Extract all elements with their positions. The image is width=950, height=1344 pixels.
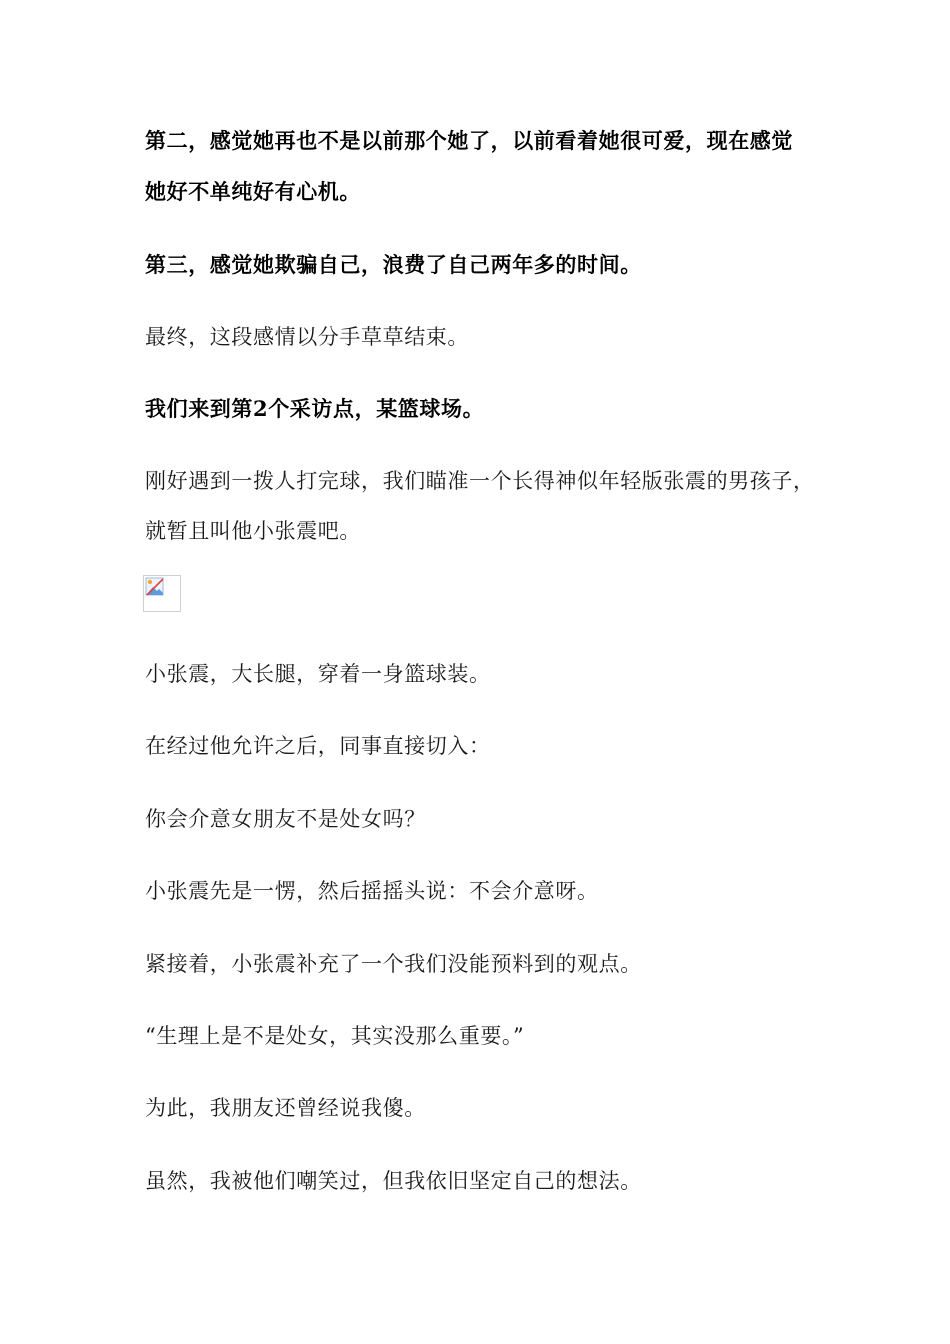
- broken-image-glyph: [145, 577, 165, 597]
- paragraph-friend-comment: 为此，我朋友还曾经说我傻。: [145, 1096, 426, 1120]
- paragraph-follow-up: 紧接着，小张震补充了一个我们没能预料到的观点。: [145, 952, 642, 976]
- paragraph-second-point-cont: 她好不单纯好有心机。: [145, 179, 361, 204]
- paragraph-quote: “生理上是不是处女，其实没那么重要。”: [145, 1024, 525, 1048]
- paragraph-question: 你会介意女朋友不是处女吗？: [145, 807, 426, 831]
- paragraph-conclusion: 最终，这段感情以分手草草结束。: [145, 325, 469, 349]
- broken-image-icon: [143, 575, 181, 612]
- paragraph-encounter-cont: 就暂且叫他小张震吧。: [145, 519, 361, 543]
- paragraph-third-point: 第三，感觉她欺骗自己，浪费了自己两年多的时间。: [145, 252, 642, 277]
- paragraph-answer: 小张震先是一愣，然后摇摇头说：不会介意呀。: [145, 879, 599, 903]
- paragraph-encounter: 刚好遇到一拨人打完球，我们瞄准一个长得神似年轻版张震的男孩子，: [145, 469, 815, 493]
- paragraph-firm-belief: 虽然，我被他们嘲笑过，但我依旧坚定自己的想法。: [145, 1169, 642, 1193]
- paragraph-description: 小张震，大长腿，穿着一身篮球装。: [145, 662, 491, 686]
- paragraph-permission: 在经过他允许之后，同事直接切入：: [145, 734, 491, 758]
- paragraph-second-point: 第二，感觉她再也不是以前那个她了，以前看着她很可爱，现在感觉: [145, 128, 793, 153]
- paragraph-second-location: 我们来到第2个采访点，某篮球场。: [145, 396, 485, 421]
